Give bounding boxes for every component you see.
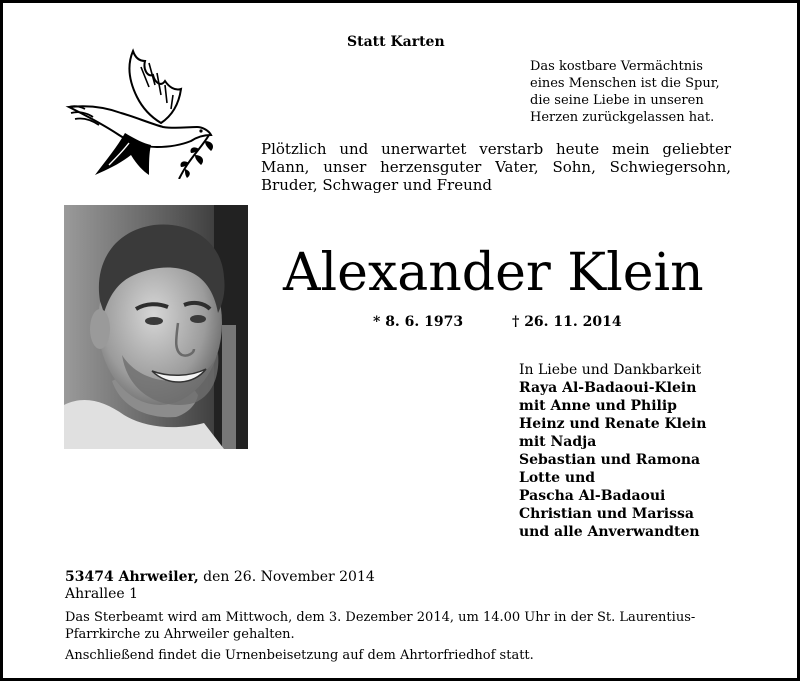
notice-line: Das Sterbeamt wird am Mittwoch, dem 3. Dezember 2014, um 14.00 Uhr in der St. Laurentius- — [65, 610, 696, 625]
family-member: Sebastian und Ramona — [519, 452, 701, 468]
dove-with-olive-branch-icon — [65, 47, 217, 179]
family-member: Christian und Marissa — [519, 506, 694, 522]
intro-text — [261, 140, 731, 194]
family-member: Lotte und — [519, 470, 596, 486]
place-city: 53474 Ahrweiler, — [65, 569, 199, 585]
deceased-name: Alexander Klein — [283, 243, 704, 303]
heading: Statt Karten — [347, 34, 445, 50]
intro-line: Bruder, Schwager und Freund — [261, 176, 492, 194]
place-date: den 26. November 2014 — [198, 569, 375, 585]
place-and-date — [65, 569, 375, 603]
family-member: Raya Al-Badaoui-Klein — [519, 380, 697, 396]
portrait-photo — [64, 205, 248, 449]
family-signature — [519, 361, 706, 541]
intro-line: Plötzlich und unerwartet verstarb heute mein geliebter — [261, 140, 731, 158]
family-member: Heinz und Renate Klein — [519, 416, 707, 432]
notice-line: Anschließend findet die Urnenbeisetzung auf dem Ahrtorfriedhof statt. — [65, 648, 534, 663]
quote-line: Das kostbare Vermächtnis — [530, 59, 703, 74]
birth-date: * 8. 6. 1973 — [373, 314, 464, 330]
quote — [530, 58, 720, 126]
service-notice — [65, 609, 745, 664]
quote-line: Herzen zurückgelassen hat. — [530, 110, 715, 125]
family-member: mit Anne und Philip — [519, 398, 677, 414]
intro-line: Mann, unser herzensguter Vater, Sohn, Schwiegersohn, — [261, 158, 731, 176]
death-date: † 26. 11. 2014 — [512, 314, 622, 330]
quote-line: die seine Liebe in unseren — [530, 93, 704, 108]
notice-line: Pfarrkirche zu Ahrweiler gehalten. — [65, 627, 295, 642]
family-member: und alle Anverwandten — [519, 524, 700, 540]
family-member: mit Nadja — [519, 434, 597, 450]
family-member: Pascha Al-Badaoui — [519, 488, 666, 504]
family-lead: In Liebe und Dankbarkeit — [519, 362, 702, 378]
quote-line: eines Menschen ist die Spur, — [530, 76, 720, 91]
place-street: Ahrallee 1 — [65, 586, 139, 602]
